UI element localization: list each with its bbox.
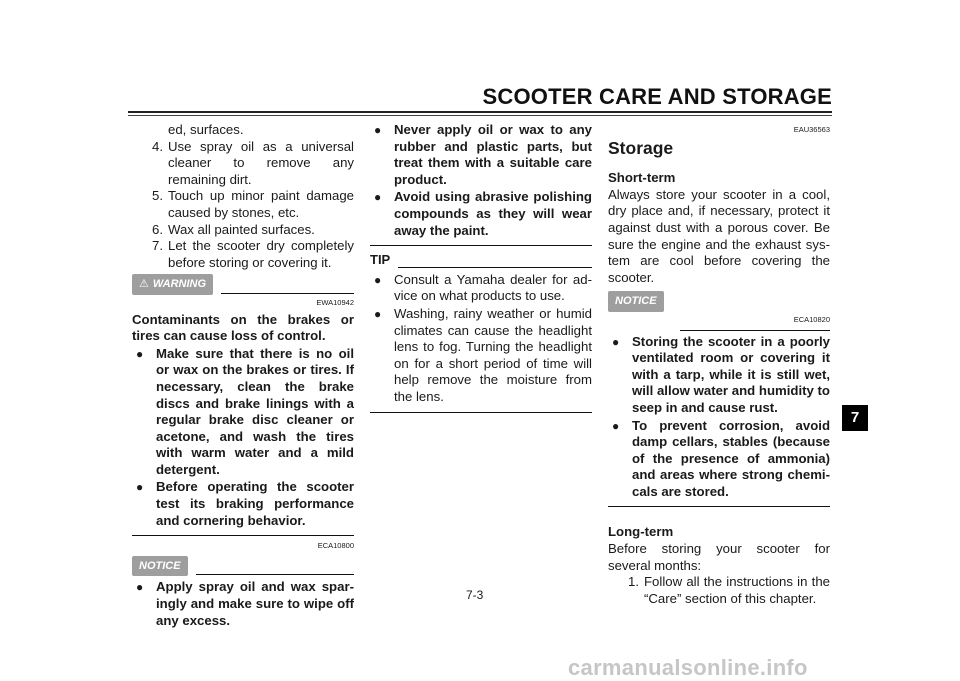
bullet-icon: ●: [612, 418, 620, 433]
section-title: Storage: [608, 137, 674, 158]
continuation-text: ed, surfaces.: [168, 122, 244, 137]
page-number: 7-3: [466, 588, 484, 602]
bullet-icon: ●: [136, 480, 144, 495]
column-3: [608, 122, 830, 607]
tip-end-rule: [370, 412, 592, 413]
notice-badge: NOTICE: [132, 556, 188, 577]
list-item: 7. Let the scooter dry completely before storing or covering it.: [152, 238, 354, 270]
notice-code: ECA10800: [317, 541, 354, 551]
section-code: EAU36563: [793, 125, 830, 134]
warning-end-rule: [132, 535, 354, 536]
notice-header: [608, 291, 830, 312]
list-item: ● Before operating the scooter test its braking performance and cornering behavior.: [132, 479, 354, 529]
watermark: carmanualsonline.info: [568, 655, 808, 680]
column-1: [132, 122, 354, 629]
header-rule-thin: [128, 115, 832, 116]
list-item: ● Apply spray oil and wax sparingly and make sure to wipe off any excess.: [132, 579, 354, 629]
notice-badge: NOTICE: [608, 291, 664, 312]
list-item: ● Washing, rainy weather or humid climates can cause the headlight lens to fog. Turning the headlight on for a short period of time will help remove the moisture from the lens.: [370, 306, 592, 406]
bullet-icon: ●: [374, 190, 382, 205]
page-title: SCOOTER CARE AND STORAGE: [482, 84, 832, 109]
bullet-icon: ●: [136, 580, 144, 595]
notice-end-rule: [370, 245, 592, 246]
warning-header: [132, 274, 354, 295]
column-2: [370, 122, 592, 413]
header-rule: [128, 111, 832, 113]
notice-header: [132, 556, 354, 577]
warning-triangle-icon: ⚠: [139, 278, 149, 291]
long-term-heading: Long-term: [608, 524, 674, 540]
list-item: 4. Use spray oil as a universal cleaner to remove any remaining dirt.: [152, 138, 354, 187]
list-item: ● Never apply oil or wax to any rubber and plastic parts, but treat them with a suitable care product.: [370, 122, 592, 188]
bullet-icon: ●: [136, 346, 144, 361]
list-item: ● Make sure that there is no oil or wax on the brakes or tires. If necessary, clean the brake discs and brake linings with a regular brake disc cleaner or acetone, and wash the tires with warm water and a mild detergent.: [132, 346, 354, 479]
bullet-icon: ●: [374, 123, 382, 137]
warning-code: EWA10942: [316, 297, 354, 307]
list-item: ● Storing the scooter in a poorly ventilated room or covering it with a tarp, while it is still wet, will allow water and humidity to seep in and cause rust.: [608, 334, 830, 417]
list-item: ● To prevent corrosion, avoid damp cellars, stables (because of the presence of ammonia) and areas where strong chemicals are stored.: [608, 418, 830, 501]
list-item: 1. Follow all the instructions in the “Care” section of this chapter.: [628, 574, 830, 606]
notice-end-rule: [608, 506, 830, 507]
chapter-tab[interactable]: 7: [842, 405, 868, 431]
warning-heading: Contaminants on the brakes or tires can cause loss of control.: [132, 311, 354, 344]
bullet-icon: ●: [374, 306, 382, 321]
list-item: ● Consult a Yamaha dealer for advice on what products to use.: [370, 272, 592, 305]
short-term-heading: Short-term: [608, 170, 676, 186]
list-item: 6. Wax all painted surfaces.: [152, 221, 315, 237]
bullet-icon: ●: [612, 334, 620, 349]
notice-code: ECA10820: [793, 314, 830, 324]
short-term-text: Always store your scooter in a cool, dry place and, if necessary, protect it against dust with a porous cover. Be sure the engine and the exhaust system are cool before covering the scooter.: [608, 186, 830, 285]
bullet-icon: ●: [374, 272, 382, 287]
tip-label: TIP: [370, 252, 391, 268]
list-item: 5. Touch up minor paint damage caused by stones, etc.: [152, 188, 354, 220]
tip-header: [370, 252, 592, 269]
warning-badge: ⚠ WARNING: [132, 274, 213, 295]
list-item: ● Avoid using abrasive polishing compounds as they will wear away the paint.: [370, 189, 592, 239]
long-term-text: Before storing your scooter for several months:: [608, 541, 830, 573]
